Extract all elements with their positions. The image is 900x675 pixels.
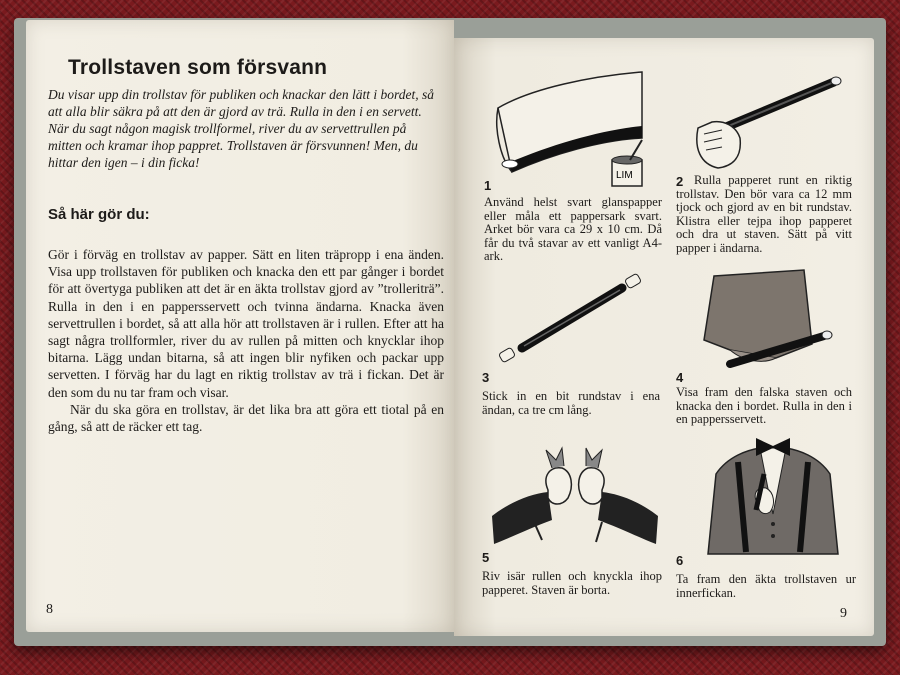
page-number-left: 8	[46, 602, 53, 617]
instructions-body	[48, 246, 444, 435]
step-caption: Stick in en bit rundstav i ena ändan, ca tre cm lång.	[482, 389, 660, 417]
right-page	[454, 38, 874, 636]
paragraph-1: Gör i förväg en trollstav av papper. Sätt en liten träpropp i ena änden. Visa upp trollstaven för publiken och knacka den ett par gånger i bordet för att övertyga publiken att det är en äkta trollstav gjord av ”trolleriträ”. Rulla in den i en pappersservett och tvinna ändarna. Knacka även servettrullen i bordet, så att alla hör att trollstaven är i rullen. Efter att ha sagt några trollformler, river du av rullen på mitten och knycklar ihop bitarna. Lägg undan bitarna, så att ingen blir nyfiken och packar upp servetten. I förväg har du lagt en riktig trollstav av trä i fickan. Det är den som du nu tar fram och visar.	[48, 247, 444, 400]
step-caption: Ta fram den äkta trollstaven ur innerfickan.	[676, 572, 856, 600]
illustration-roll-wand	[684, 68, 854, 178]
step-number: 5	[482, 550, 490, 565]
step-number: 2	[676, 174, 684, 189]
step-number: 4	[676, 370, 684, 385]
paragraph-2: När du ska göra en trollstav, är det lika bra att göra ett tiotal på en gång, så att de räcker ett tag.	[48, 401, 444, 435]
illustration-paper-and-glue	[492, 68, 672, 188]
illustration-napkin-wand	[684, 266, 854, 376]
step-caption: Rulla papperet runt en riktig trollstav. Den bör vara ca 12 mm tjock och gjord av en bit rundstav. Klistra eller tejpa ihop papperet och dra ut staven. Sätt på vitt papper i ändarna.	[676, 173, 852, 255]
step-caption: Använd helst svart glanspapper eller måla ett pappersark svart. Arket bör vara ca 29 x 10 cm. Då får du två stavar av ett vanligt A4-ark.	[484, 195, 662, 263]
left-page	[26, 20, 454, 632]
illustration-magician-tuxedo	[698, 434, 848, 554]
illustration-insert-stub	[494, 270, 644, 370]
step-caption: Visa fram den falska staven och knacka den i bordet. Rulla in den i en pappersservett.	[676, 385, 852, 426]
step-caption: Riv isär rullen och knyckla ihop papperet. Staven är borta.	[482, 569, 662, 597]
step-number: 1	[484, 178, 492, 193]
page-number-right: 9	[840, 606, 847, 621]
intro-text: Du visar upp din trollstav för publiken och knackar den lätt i bordet, så att alla blir säkra på att den är gjord av trä. Rulla in den i en servett. När du sagt någon magisk trollformel, river du av servettrullen på mitten och kramar ihop pappret. Trollstaven är försvunnen! Men, du hittar den igen – i din ficka!	[48, 87, 434, 170]
page-title: Trollstaven som försvann	[68, 56, 328, 79]
lim-label: LIM	[616, 170, 633, 181]
instructions-heading: Så här gör du:	[48, 206, 150, 223]
step-number: 6	[676, 553, 684, 568]
step-number: 3	[482, 370, 490, 385]
illustration-tear-napkin	[490, 446, 660, 556]
